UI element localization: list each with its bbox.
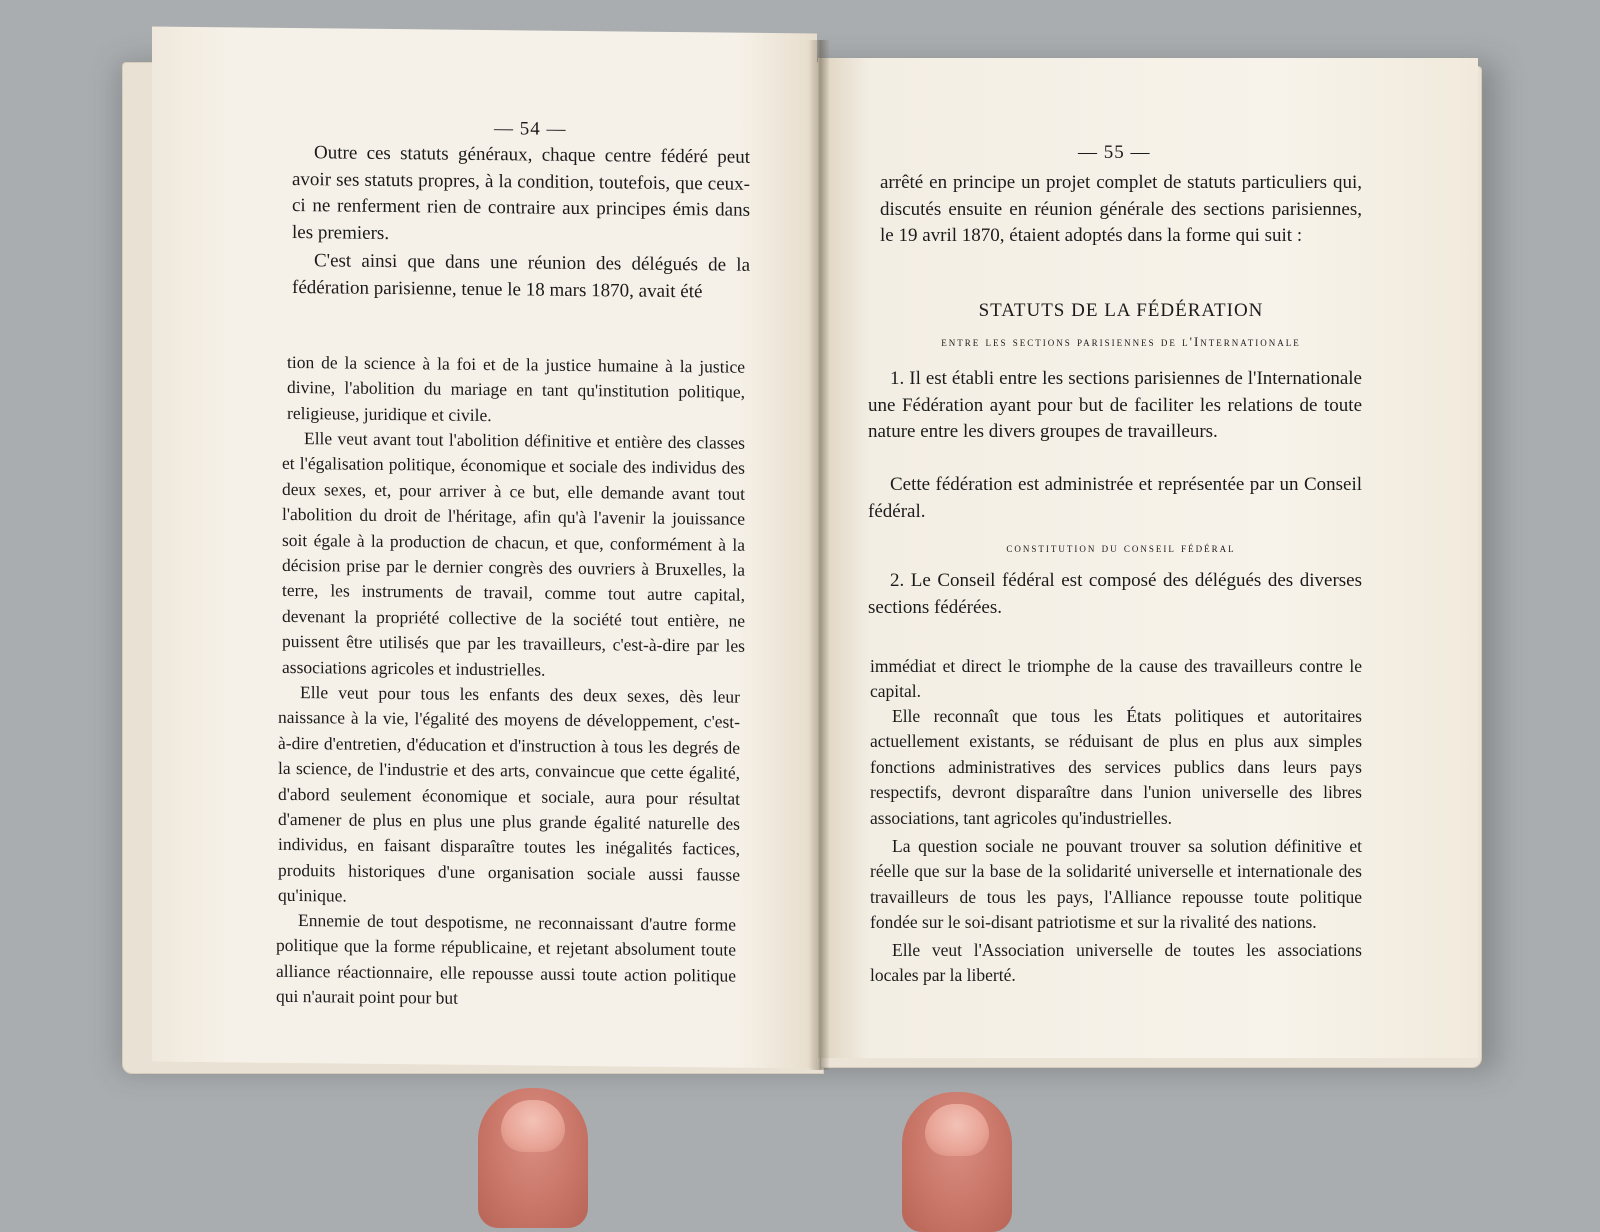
statutes-heading: STATUTS DE LA FÉDÉRATION bbox=[978, 300, 1264, 321]
right-thumbnail bbox=[925, 1104, 989, 1156]
article-1: 1. Il est établi entre les sections parisiennes de l'Internationale une Fédération ayant pour but de faciliter les relations de toute nature entre les divers groupes de travailleurs. bbox=[868, 368, 1362, 442]
council-heading: constitution du conseil fédéral bbox=[1006, 540, 1236, 555]
left-paragraph-d: Ennemie de tout despotisme, ne reconnaissant d'autre forme politique que la forme républicaine, et rejetant absolument toute alliance réactionnaire, elle repousse aussi toute action politique qui n'aurait point pour but bbox=[276, 910, 736, 1008]
left-page bbox=[152, 27, 817, 1069]
left-paragraph-a: tion de la science à la foi et de la justice humaine à la justice divine, l'abolition du mariage en tant qu'institution politique, religieuse, juridique et civile. bbox=[287, 351, 745, 425]
left-paragraph-c: Elle veut pour tous les enfants des deux sexes, dès leur naissance à la vie, l'égalité des moyens de développement, c'est-à-dire d'entretien, d'éducation et d'instruction à tous les degrés de la science, de l'industrie et des arts, convaincue que cette égalité, d'abord seulement économique et sociale, aura pour résultat d'amener de plus en plus une plus grande égalité naturelle des individus, en faisant disparaître toutes les inégalités factices, produits historiques d'une organisation sociale aussi fausse qu'inique. bbox=[278, 682, 740, 906]
right-page bbox=[818, 58, 1478, 1058]
left-paragraph-1: Outre ces statuts généraux, chaque centre fédéré peut avoir ses statuts propres, à la condition, toutefois, que ceux-ci ne renferment rien de contraire aux principes émis dans les premiers. bbox=[292, 142, 750, 244]
statutes-subheading: entre les sections parisiennes de l'Internationale bbox=[941, 334, 1301, 349]
left-paragraph-2: C'est ainsi que dans une réunion des délégués de la fédération parisienne, tenue le 18 mars 1870, avait été bbox=[292, 250, 750, 302]
page-number-left: — 54 — bbox=[494, 118, 567, 140]
left-paragraph-b: Elle veut avant tout l'abolition définitive et entière des classes et l'égalisation politique, économique et sociale des individus des deux sexes, et, pour arriver à ce but, elle demande avant tout l'abolition du droit de l'héritage, afin qu'à l'avenir la jouissance soit égale à la production de chacun, et que, conformément à la décision prise par le dernier congrès des ouvriers à Bruxelles, la terre, les instruments de travail, comme tout autre capital, devenant la propriété collective de la société tout entière, ne puissent être utilisés que par les travailleurs, c'est-à-dire par les associations agricoles et industrielles. bbox=[282, 428, 745, 680]
right-paragraph-h: Elle veut l'Association universelle de toutes les associations locales par la liberté. bbox=[870, 940, 1362, 986]
right-paragraph-top: arrêté en principe un projet complet de statuts particuliers qui, discutés ensuite en réunion générale des sections parisiennes, le 19 avril 1870, étaient adoptés dans la forme qui suit : bbox=[880, 172, 1362, 246]
right-paragraph-f: Elle reconnaît que tous les États politiques et autoritaires actuellement existants, se réduisant de plus en plus aux simples fonctions administratives des services publics dans leurs pays respectifs, devront disparaître dans l'union universelle des libres associations, tant agricoles qu'industrielles. bbox=[870, 706, 1362, 828]
left-thumbnail bbox=[501, 1100, 565, 1152]
right-paragraph-e: immédiat et direct le triomphe de la cause des travailleurs contre le capital. bbox=[870, 656, 1362, 702]
left-thumb bbox=[478, 1088, 588, 1228]
article-2: 2. Le Conseil fédéral est composé des délégués des diverses sections fédérées. bbox=[868, 570, 1362, 618]
article-1b: Cette fédération est administrée et représentée par un Conseil fédéral. bbox=[868, 474, 1362, 522]
right-paragraph-g: La question sociale ne pouvant trouver sa solution définitive et réelle que sur la base de la solidarité universelle et internationale des travailleurs de tous les pays, l'Alliance repousse toute politique fondée sur le soi-disant patriotisme et sur la rivalité des nations. bbox=[870, 836, 1362, 933]
right-thumb bbox=[902, 1092, 1012, 1232]
book-spine bbox=[808, 40, 830, 1070]
page-number-right: — 55 — bbox=[1078, 142, 1151, 163]
